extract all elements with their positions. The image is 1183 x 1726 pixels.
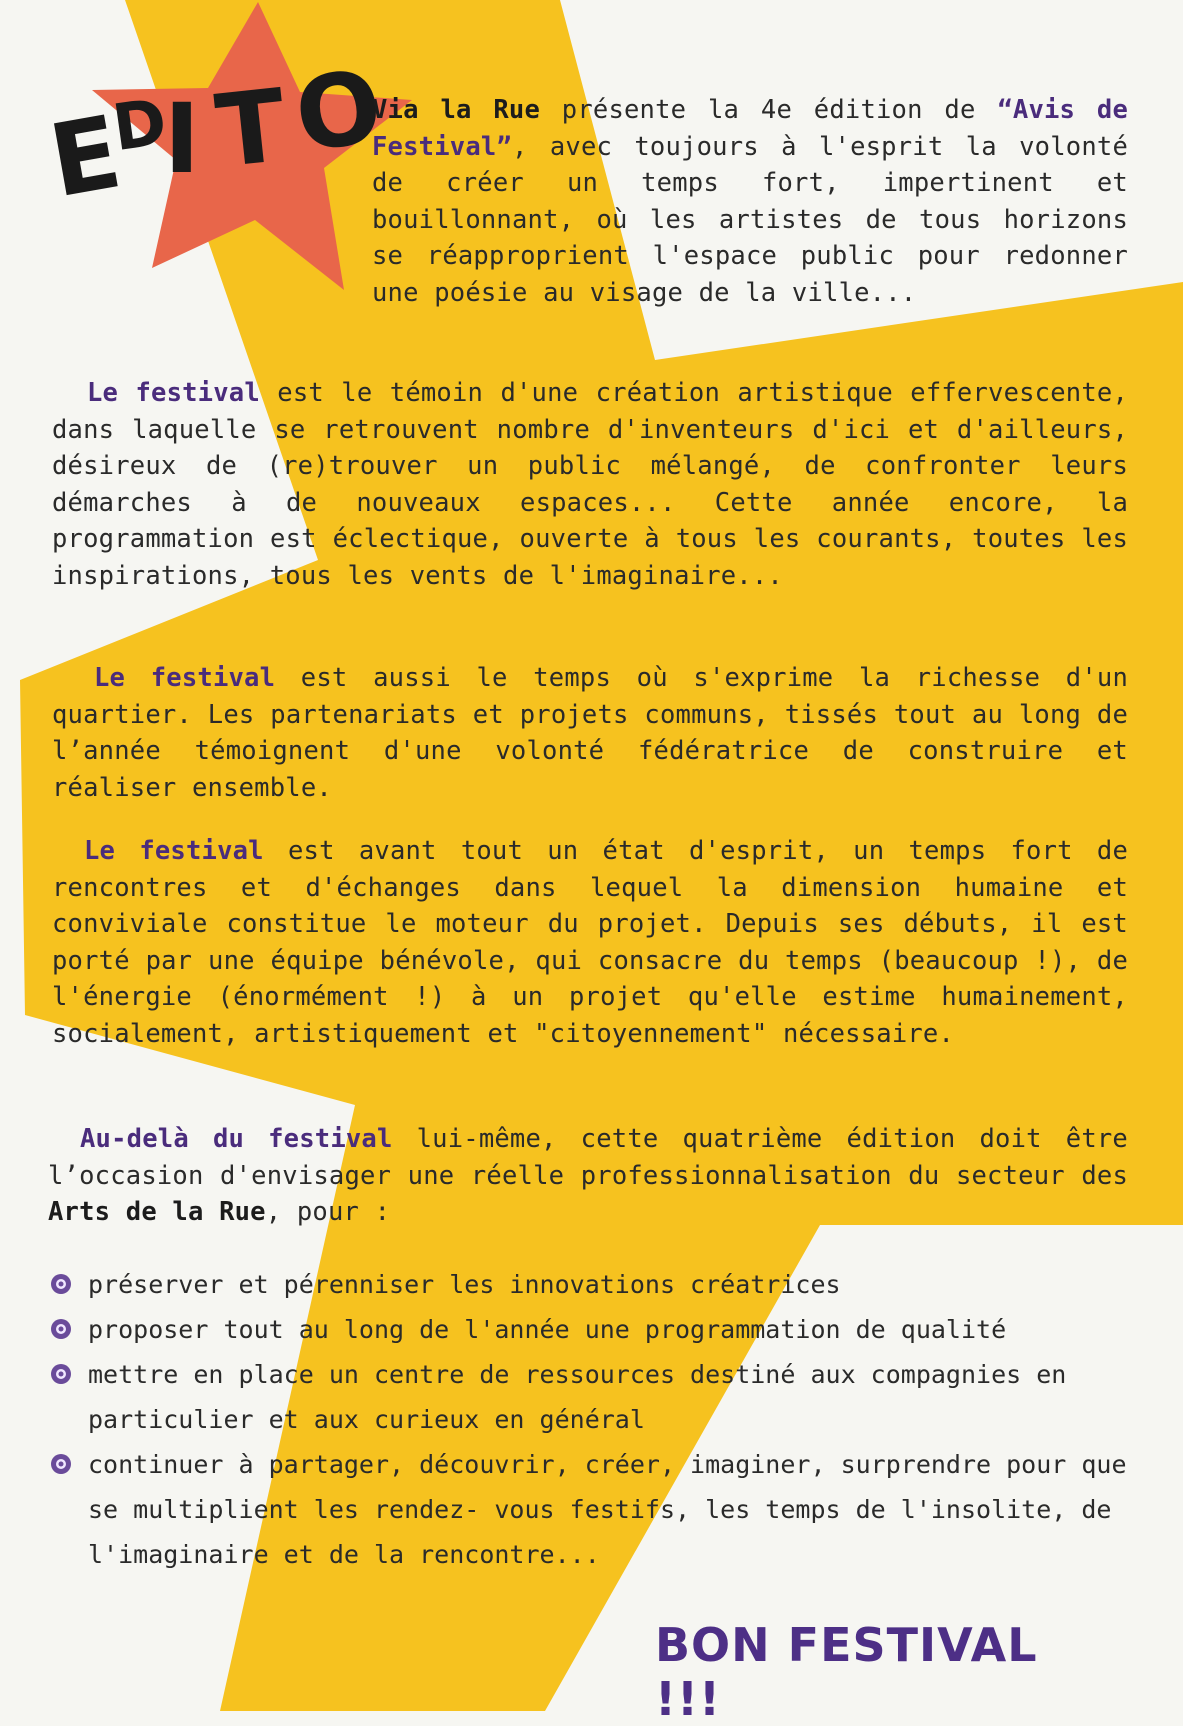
paragraph-lead: Le festival <box>87 378 260 408</box>
goal-text: mettre en place un centre de ressources destiné aux compagnies en particulier et aux curieux en général <box>88 1360 1067 1434</box>
paragraph-text: est avant tout un état d'esprit, un temps fort de rencontres et d'échanges dans lequel la dimension humaine et conviviale constitue le moteur du projet. Depuis ses débuts, il est porté par une équipe bénévole, qui consacre du temps (beaucoup !), de l'énergie (énormément !) à un projet qu'elle estime humainement, socialement, artistiquement et "citoyennement" nécessaire. <box>52 836 1128 1049</box>
paragraph-text: , pour : <box>265 1197 391 1227</box>
goal-text: préserver et pérenniser les innovations créatrices <box>88 1270 841 1299</box>
flower-bullet-icon <box>50 1273 72 1295</box>
org-name: Via la Rue <box>372 95 540 125</box>
arts-de-la-rue: Arts de la Rue <box>48 1197 266 1227</box>
title-letter: T <box>210 66 291 191</box>
goal-text: continuer à partager, découvrir, créer, imaginer, surprendre pour que se multiplient les rendez- vous festifs, les temps de l'insolite, de l'imaginaire et de la rencontre... <box>88 1450 1127 1569</box>
paragraph-text: lui-même, cette quatrième édition doit être l’occasion d'envisager une réelle professionnalisation du secteur des <box>48 1124 1128 1191</box>
bon-festival-signoff: BON FESTIVAL !!! <box>655 1618 1038 1726</box>
intro-text: , avec toujours à l'esprit la volonté de créer un temps fort, impertinent et bouillonnant, où les artistes de tous horizons se réapproprient l'espace public pour redonner une poésie au visage de la ville... <box>372 131 1128 308</box>
flower-bullet-icon <box>50 1363 72 1385</box>
intro-paragraph <box>372 92 1128 311</box>
goal-text: proposer tout au long de l'année une programmation de qualité <box>88 1315 1007 1344</box>
paragraph-lead: Au-delà du festival <box>80 1124 393 1154</box>
paragraph <box>52 833 1128 1052</box>
paragraph-text: est aussi le temps où s'exprime la richesse d'un quartier. Les partenariats et projets communs, tissés tout au long de l’année témoignent d'une volonté fédératrice de construire et réaliser ensemble. <box>52 663 1129 803</box>
title-letter: E <box>41 93 130 221</box>
title-letter: O <box>288 47 389 176</box>
flower-bullet-icon <box>50 1453 72 1475</box>
goals-list <box>50 1262 1130 1577</box>
list-item <box>50 1307 1130 1352</box>
festival-name: “Avis de Festival” <box>372 95 1128 162</box>
closing-paragraph <box>48 1121 1128 1231</box>
list-item <box>50 1442 1130 1577</box>
intro-text: présente la 4e édition de <box>540 95 998 125</box>
list-item <box>50 1262 1130 1307</box>
title-letter: I <box>164 83 200 195</box>
paragraph <box>52 660 1128 806</box>
paragraph-text: est le témoin d'une création artistique effervescente, dans laquelle se retrouvent nombre d'inventeurs d'ici et d'ailleurs, désireux de (re)trouver un public mélangé, de confronter leurs démarches à de nouveaux espaces... Cette année encore, la programmation est éclectique, ouverte à tous les courants, toutes les inspirations, tous les vents de l'imaginaire... <box>52 378 1128 591</box>
flower-bullet-icon <box>50 1318 72 1340</box>
list-item <box>50 1352 1130 1442</box>
paragraph-lead: Le festival <box>94 663 276 693</box>
title-letter: D <box>108 85 172 167</box>
edito-title <box>41 47 392 221</box>
paragraph <box>52 375 1128 594</box>
paragraph-lead: Le festival <box>84 836 264 866</box>
